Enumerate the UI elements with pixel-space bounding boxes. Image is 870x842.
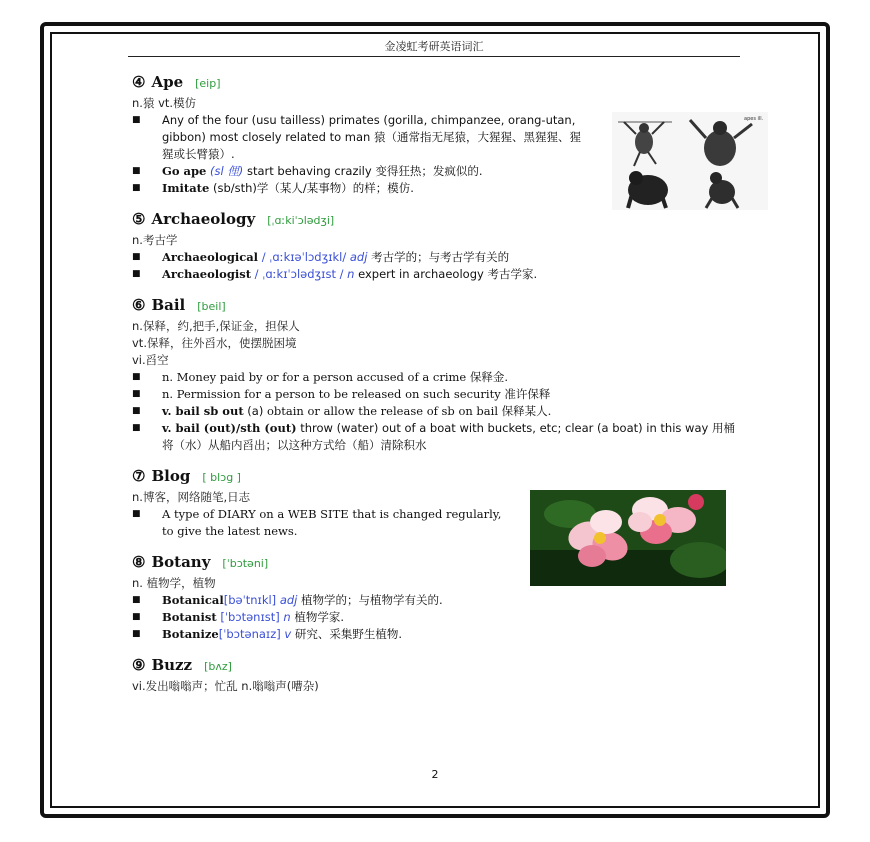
- entry-number: ⑥: [132, 296, 146, 314]
- page-number: 2: [431, 768, 439, 781]
- part-of-speech: n.猿 vt.模仿: [132, 96, 197, 110]
- list-item: ■ Archaeologist / ˌɑːkɪˈɔlədʒɪst / n expert in archaeology 考古学家.: [132, 266, 742, 283]
- list-item: ■ v. bail (out)/sth (out) throw (water) out of a boat with buckets, etc; clear (a boat) in this way 用桶将（水）从船内舀出；以这种方式给（船）清除积水: [132, 420, 742, 454]
- phonetic: [beil]: [197, 300, 226, 313]
- phonetic: [ˈbɔtəni]: [222, 557, 269, 570]
- part-of-speech: n.保释，约,把手,保证金，担保人: [132, 319, 300, 333]
- entry-head: [132, 211, 742, 229]
- list-item: ■ Any of the four (usu tailless) primates (gorilla, chimpanzee, orang-utan, gibbon) most closely related to man 猿（通常指无尾猿，大猩猩、黑猩猩、猩猩或长臂猿）.: [132, 112, 592, 163]
- part-of-speech: n.博客，网络随笔,日志: [132, 490, 251, 504]
- list-item: ■ A type of DIARY on a WEB SITE that is changed regularly, to give the latest news.: [132, 506, 502, 540]
- list-item: ■ n. Permission for a person to be released on such security 准许保释: [132, 386, 742, 403]
- list-item: ■ Imitate (sb/sth)学（某人/某事物）的样；模仿.: [132, 180, 592, 197]
- entry-number: ⑨: [132, 656, 146, 674]
- list-item: ■ Botanical[bəˈtnɪkl] adj 植物学的；与植物学有关的.: [132, 592, 742, 609]
- part-of-speech: vi.发出嗡嗡声；忙乱 n.嗡嗡声(嘈杂): [132, 679, 319, 693]
- list-item: ■ Botanize[ˈbɔtənaɪz] v 研究、采集野生植物.: [132, 626, 742, 643]
- entry-word: Bail: [151, 296, 186, 314]
- part-of-speech: vt.保释，往外舀水，使摆脱困境: [132, 336, 297, 350]
- phonetic: [ˌɑːkiˈɔlədʒi]: [267, 214, 335, 227]
- list-item: ■ Botanist [ˈbɔtənɪst] n 植物学家.: [132, 609, 742, 626]
- part-of-speech: vi.舀空: [132, 353, 169, 367]
- entry-word: Botany: [151, 553, 211, 571]
- list-item: ■ Go ape (sl 俚) start behaving crazily 变得狂热；发疯似的.: [132, 163, 592, 180]
- part-of-speech: n.考古学: [132, 233, 178, 247]
- entry-buzz: [132, 657, 742, 695]
- phonetic: [eip]: [195, 77, 221, 90]
- phonetic: [bʌz]: [204, 660, 232, 673]
- phonetic: [ blɔg ]: [202, 471, 241, 484]
- flower-photo: [530, 490, 726, 586]
- list-item: ■ v. bail sb out (a) obtain or allow the release of sb on bail 保释某人.: [132, 403, 742, 420]
- list-item: ■ Archaeological / ˌɑːkɪəˈlɔdʒɪkl/ adj 考古学的；与考古学有关的: [132, 249, 742, 266]
- entry-number: ⑧: [132, 553, 146, 571]
- entry-head: [132, 74, 742, 92]
- apes-illustration: [612, 112, 768, 210]
- entry-head: [132, 297, 742, 315]
- entry-archaeology: [132, 211, 742, 283]
- entry-number: ⑤: [132, 210, 146, 228]
- entry-head: [132, 468, 742, 486]
- entry-number: ④: [132, 73, 146, 91]
- entry-word: Buzz: [151, 656, 193, 674]
- entry-bail: [132, 297, 742, 454]
- page-header: 金凌虹考研英语词汇: [384, 40, 484, 53]
- ape-label: apes ill.: [744, 116, 764, 122]
- entry-head: [132, 657, 742, 675]
- entry-number: ⑦: [132, 467, 146, 485]
- header-rule: [128, 56, 740, 57]
- list-item: ■ n. Money paid by or for a person accused of a crime 保释金.: [132, 369, 742, 386]
- part-of-speech: n. 植物学，植物: [132, 576, 216, 590]
- entry-word: Blog: [151, 467, 191, 485]
- entry-word: Archaeology: [151, 210, 256, 228]
- entry-word: Ape: [151, 73, 184, 91]
